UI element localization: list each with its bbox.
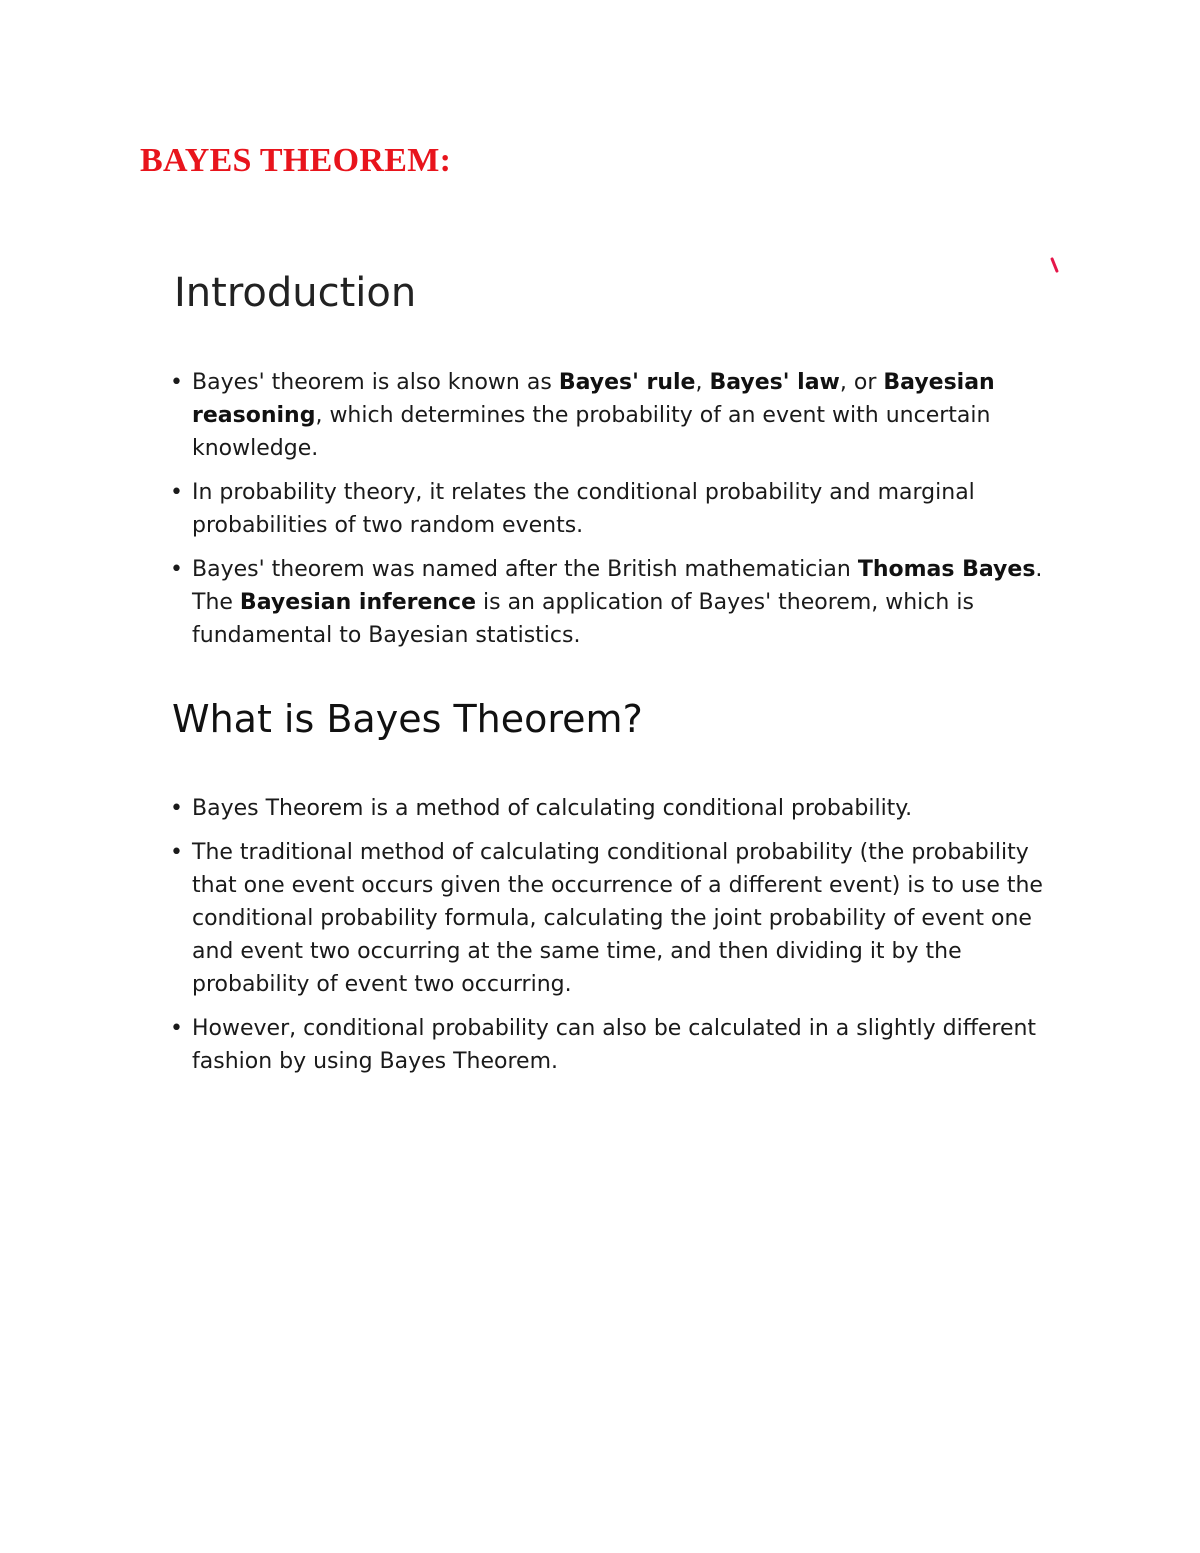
introduction-bullet-list: [170, 366, 1070, 663]
stray-pen-mark: [1050, 257, 1059, 273]
bullet-text: The traditional method of calculating conditional probability (the probability that one event occurs given the occurrence of a different event) is to use the conditional probability formula, calculating the joint probability of event one and event two occurring at the same time, and then dividing it by the probability of event two occurring.: [192, 840, 1043, 997]
bullet-text: In probability theory, it relates the conditional probability and marginal probabilities of two random events.: [192, 480, 975, 538]
section-heading-what-is-bayes-theorem: What is Bayes Theorem?: [172, 697, 643, 741]
bullet-item: [170, 792, 1070, 825]
page-title: BAYES THEOREM:: [140, 142, 452, 179]
section-heading-introduction: Introduction: [174, 270, 417, 316]
what-is-bullet-list: [170, 792, 1070, 1089]
bullet-item: [170, 476, 1070, 542]
bullet-text: However, conditional probability can also be calculated in a slightly different fashion by using Bayes Theorem.: [192, 1016, 1037, 1074]
bullet-text: , or: [839, 370, 884, 395]
bold-term: Thomas Bayes: [857, 557, 1036, 582]
bold-term: Bayesian inference: [239, 590, 477, 615]
bullet-text: Bayes' theorem was named after the British mathematician: [192, 557, 858, 582]
bullet-item: [170, 836, 1070, 1001]
bullet-item: [170, 553, 1070, 652]
bullet-text: Bayes Theorem is a method of calculating conditional probability.: [192, 796, 913, 821]
bullet-text: . The: [192, 557, 1043, 615]
bullet-item: [170, 366, 1070, 465]
bold-term: Bayes' law: [709, 370, 840, 395]
bullet-text: , which determines the probability of an event with uncertain knowledge.: [192, 403, 991, 461]
bullet-text: ,: [695, 370, 710, 395]
bullet-text: Bayes' theorem is also known as: [192, 370, 559, 395]
bold-term: Bayes' rule: [558, 370, 696, 395]
bullet-text: is an application of Bayes' theorem, which is fundamental to Bayesian statistics.: [192, 590, 974, 648]
bold-term: Bayesian reasoning: [192, 370, 995, 428]
bullet-item: [170, 1012, 1070, 1078]
